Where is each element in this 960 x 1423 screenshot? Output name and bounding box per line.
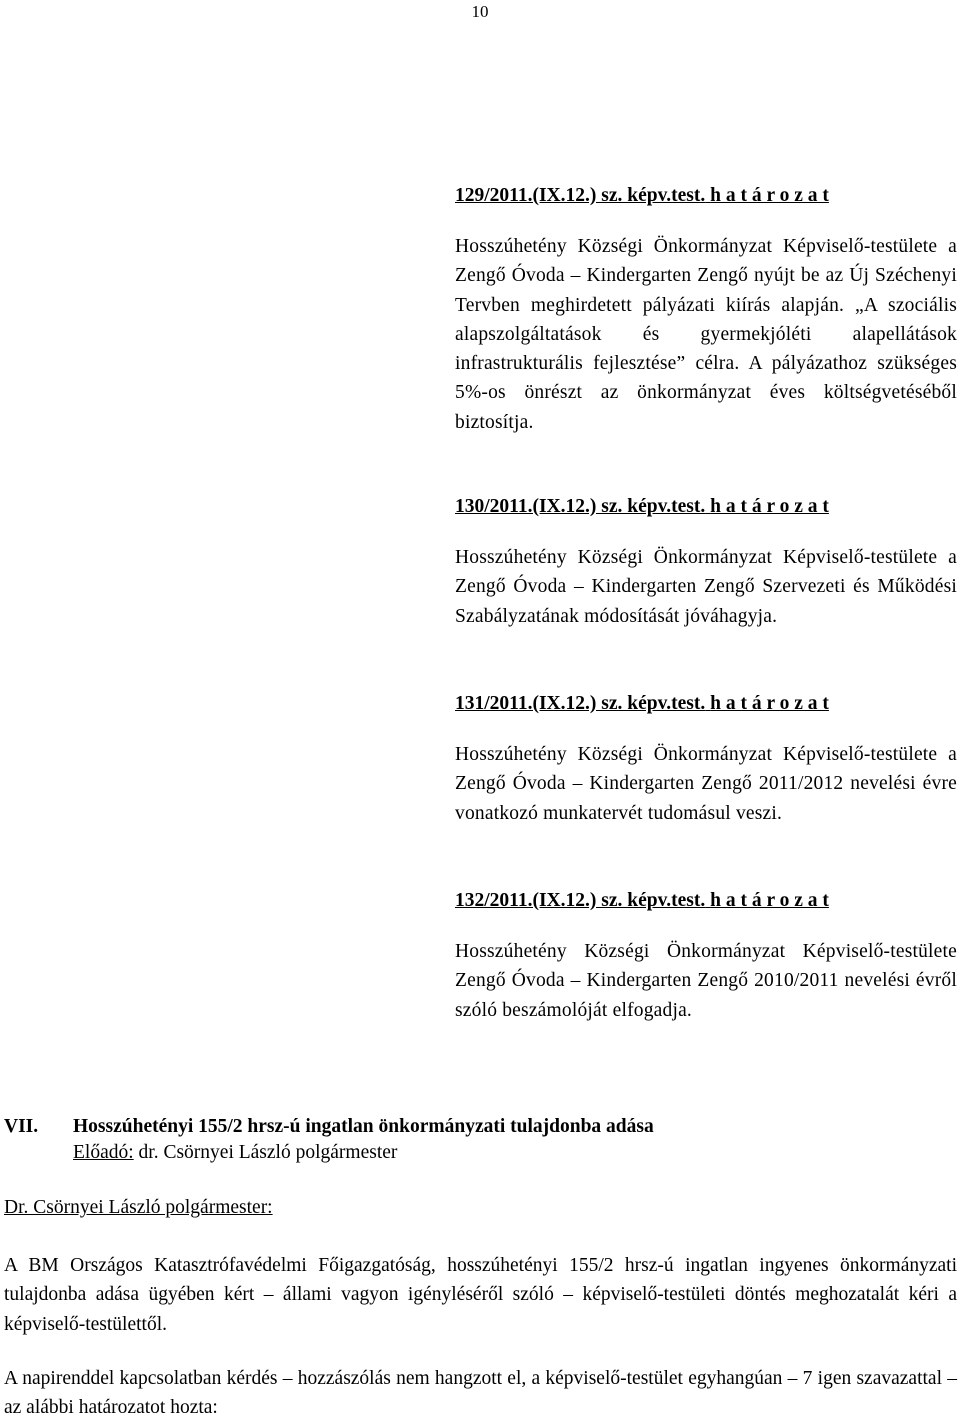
presenter-name: dr. Csörnyei László polgármester: [133, 1142, 398, 1163]
decision-number: 132/2011.(IX.12.) sz. képv.test.: [455, 890, 706, 911]
decision-text: Hosszúhetény Községi Önkormányzat Képviselő-testülete a Zengő Óvoda – Kindergarten Zengő nyújt be az Új Széchenyi Tervben meghirdetett pályázati kiírás alapján. „A szociális alapszolgáltatások és gyermekjóléti alapellátások infrastrukturális fejlesztése” célra. A pályázathoz szükséges 5%-os önrészt az önkormányzat éves költségvetéséből biztosítja.: [455, 236, 957, 433]
presenter-label: Előadó:: [73, 1142, 134, 1163]
page-number: 10: [471, 2, 489, 21]
body-paragraph: A BM Országos Katasztrófavédelmi Főigazgatóság, hosszúhetényi 155/2 hrsz-ú ingatlan ingyenes önkormányzati tulajdonba adása ügyében kért – állami vagyon igényléséről szóló – képviselő-testületi döntés meghozatalát kéri a képviselő-testülettől.: [4, 1255, 957, 1335]
decision-text: Hosszúhetény Községi Önkormányzat Képviselő-testülete a Zengő Óvoda – Kindergarten Zengő Szervezeti és Működési Szabályzatának módosítását jóváhagyja.: [455, 547, 957, 627]
agenda-item-number: VII.: [4, 1116, 39, 1137]
speaker-label: Dr. Csörnyei László polgármester:: [4, 1197, 273, 1218]
decision-heading: [455, 693, 957, 715]
decision-number: 131/2011.(IX.12.) sz. képv.test.: [455, 693, 706, 714]
decision-block: [455, 890, 957, 1025]
body-paragraph: A napirenddel kapcsolatban kérdés – hozzászólás nem hangzott el, a képviselő-testület egyhangúan – 7 igen szavazattal – az alábbi határozatot hozta:: [4, 1368, 957, 1419]
decision-block: [455, 693, 957, 828]
decision-number: 130/2011.(IX.12.) sz. képv.test.: [455, 496, 706, 517]
decision-text: Hosszúhetény Községi Önkormányzat Képviselő-testülete a Zengő Óvoda – Kindergarten Zengő 2011/2012 nevelési évre vonatkozó munkatervét tudomásul veszi.: [455, 744, 957, 824]
decision-label: h a t á r o z a t: [710, 496, 829, 517]
decision-block: [455, 496, 957, 631]
decision-block: [455, 185, 957, 437]
decision-heading: [455, 185, 957, 207]
presenter-line: [73, 1142, 397, 1164]
decision-heading: [455, 496, 957, 518]
decision-number: 129/2011.(IX.12.) sz. képv.test.: [455, 185, 706, 206]
decision-label: h a t á r o z a t: [710, 693, 829, 714]
decision-text: Hosszúhetény Községi Önkormányzat Képviselő-testülete Zengő Óvoda – Kindergarten Zengő 2010/2011 nevelési évről szóló beszámolóját elfogadja.: [455, 941, 957, 1021]
decision-label: h a t á r o z a t: [710, 890, 829, 911]
decision-heading: [455, 890, 957, 912]
agenda-item-title: Hosszúhetényi 155/2 hrsz-ú ingatlan önkormányzati tulajdonba adása: [73, 1116, 654, 1137]
decision-label: h a t á r o z a t: [710, 185, 829, 206]
